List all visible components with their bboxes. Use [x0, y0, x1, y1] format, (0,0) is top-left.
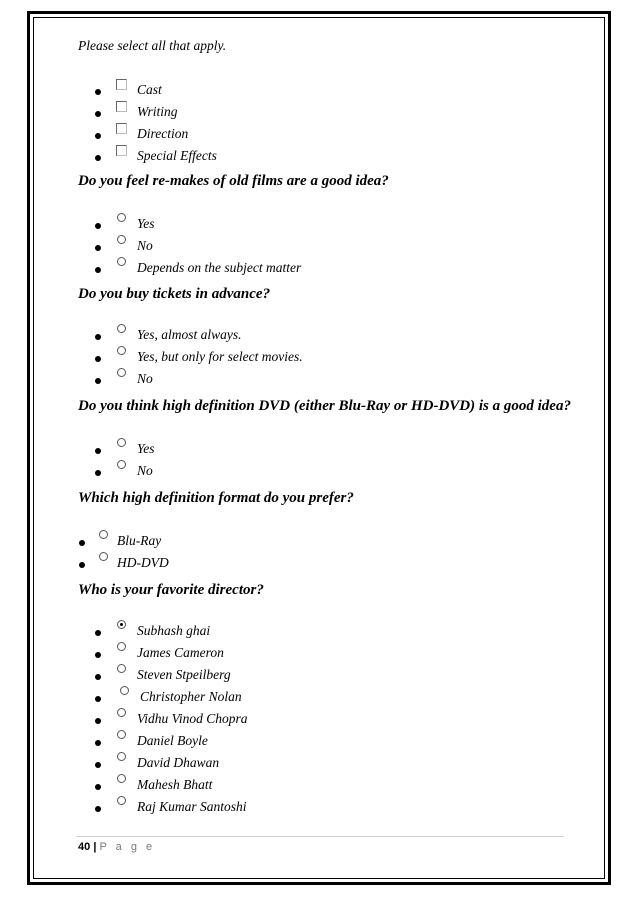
option-label: Depends on the subject matter: [137, 260, 302, 275]
option-label: Cast: [137, 82, 162, 97]
option-label: Steven Stpeilberg: [137, 667, 231, 682]
radio-director-david-dhawan[interactable]: [117, 752, 126, 761]
option-label: Yes, but only for select movies.: [137, 349, 303, 364]
bullet-icon: [95, 448, 101, 454]
bullet-icon: [95, 267, 101, 273]
bullet-icon: [95, 740, 101, 746]
option-label: No: [137, 238, 153, 253]
page-label: P a g e: [99, 841, 156, 853]
bullet-icon: [95, 652, 101, 658]
radio-director-steven[interactable]: [117, 664, 126, 673]
checkbox-cast[interactable]: [116, 79, 127, 90]
bullet-icon: [95, 356, 101, 362]
radio-remakes-yes[interactable]: [117, 213, 126, 222]
option-label: Subhash ghai: [137, 623, 211, 638]
bullet-icon: [95, 718, 101, 724]
question-tickets: Do you buy tickets in advance?: [78, 286, 271, 302]
radio-director-raj-kumar-santoshi[interactable]: [117, 796, 126, 805]
radio-director-christopher-nolan[interactable]: [120, 686, 129, 695]
radio-hd-no[interactable]: [117, 460, 126, 469]
radio-format-hddvd[interactable]: [99, 552, 108, 561]
option-label: Direction: [137, 126, 189, 141]
bullet-icon: [95, 630, 101, 636]
radio-director-mahesh-bhatt[interactable]: [117, 774, 126, 783]
radio-director-subhash-ghai[interactable]: [117, 620, 126, 629]
option-label: David Dhawan: [137, 755, 220, 770]
option-label: No: [137, 371, 153, 386]
option-label: HD-DVD: [117, 555, 169, 570]
radio-director-james-cameron[interactable]: [117, 642, 126, 651]
bullet-icon: [79, 562, 85, 568]
select-all-instruction: Please select all that apply.: [78, 38, 227, 53]
option-label: Writing: [137, 104, 178, 119]
option-label: James Cameron: [137, 645, 224, 660]
bullet-icon: [95, 696, 101, 702]
footer-separator: |: [93, 841, 97, 853]
radio-tickets-always[interactable]: [117, 324, 126, 333]
question-format: Which high definition format do you prefer?: [78, 490, 354, 506]
checkbox-direction[interactable]: [116, 123, 127, 134]
bullet-icon: [95, 674, 101, 680]
footer-divider: [76, 836, 564, 837]
page-number: 40: [78, 841, 91, 853]
bullet-icon: [95, 762, 101, 768]
option-label: Yes: [137, 441, 155, 456]
bullet-icon: [95, 806, 101, 812]
checkbox-special-effects[interactable]: [116, 145, 127, 156]
bullet-icon: [95, 223, 101, 229]
option-label: No: [137, 463, 153, 478]
checkbox-writing[interactable]: [116, 101, 127, 112]
option-label: Special Effects: [137, 148, 217, 163]
question-hd-dvd: Do you think high definition DVD (either Blu-Ray or HD-DVD) is a good idea?: [78, 398, 571, 414]
radio-remakes-no[interactable]: [117, 235, 126, 244]
question-director: Who is your favorite director?: [78, 582, 264, 598]
radio-director-daniel-boyle[interactable]: [117, 730, 126, 739]
option-label: Raj Kumar Santoshi: [137, 799, 247, 814]
option-label: Yes, almost always.: [137, 327, 242, 342]
radio-tickets-select[interactable]: [117, 346, 126, 355]
question-remakes: Do you feel re-makes of old films are a good idea?: [78, 173, 389, 189]
radio-format-bluray[interactable]: [99, 530, 108, 539]
bullet-icon: [95, 245, 101, 251]
bullet-icon: [95, 111, 101, 117]
option-label: Daniel Boyle: [137, 733, 208, 748]
radio-hd-yes[interactable]: [117, 438, 126, 447]
radio-director-vidhu-vinod-chopra[interactable]: [117, 708, 126, 717]
bullet-icon: [95, 133, 101, 139]
option-label: Mahesh Bhatt: [137, 777, 213, 792]
bullet-icon: [95, 784, 101, 790]
option-label: Blu-Ray: [117, 533, 162, 548]
option-label: Yes: [137, 216, 155, 231]
bullet-icon: [95, 89, 101, 95]
option-label: Vidhu Vinod Chopra: [137, 711, 248, 726]
bullet-icon: [95, 155, 101, 161]
bullet-icon: [95, 470, 101, 476]
option-label: Christopher Nolan: [140, 689, 242, 704]
page-footer: [78, 841, 155, 853]
bullet-icon: [79, 540, 85, 546]
radio-tickets-no[interactable]: [117, 368, 126, 377]
bullet-icon: [95, 334, 101, 340]
bullet-icon: [95, 378, 101, 384]
radio-remakes-depends[interactable]: [117, 257, 126, 266]
